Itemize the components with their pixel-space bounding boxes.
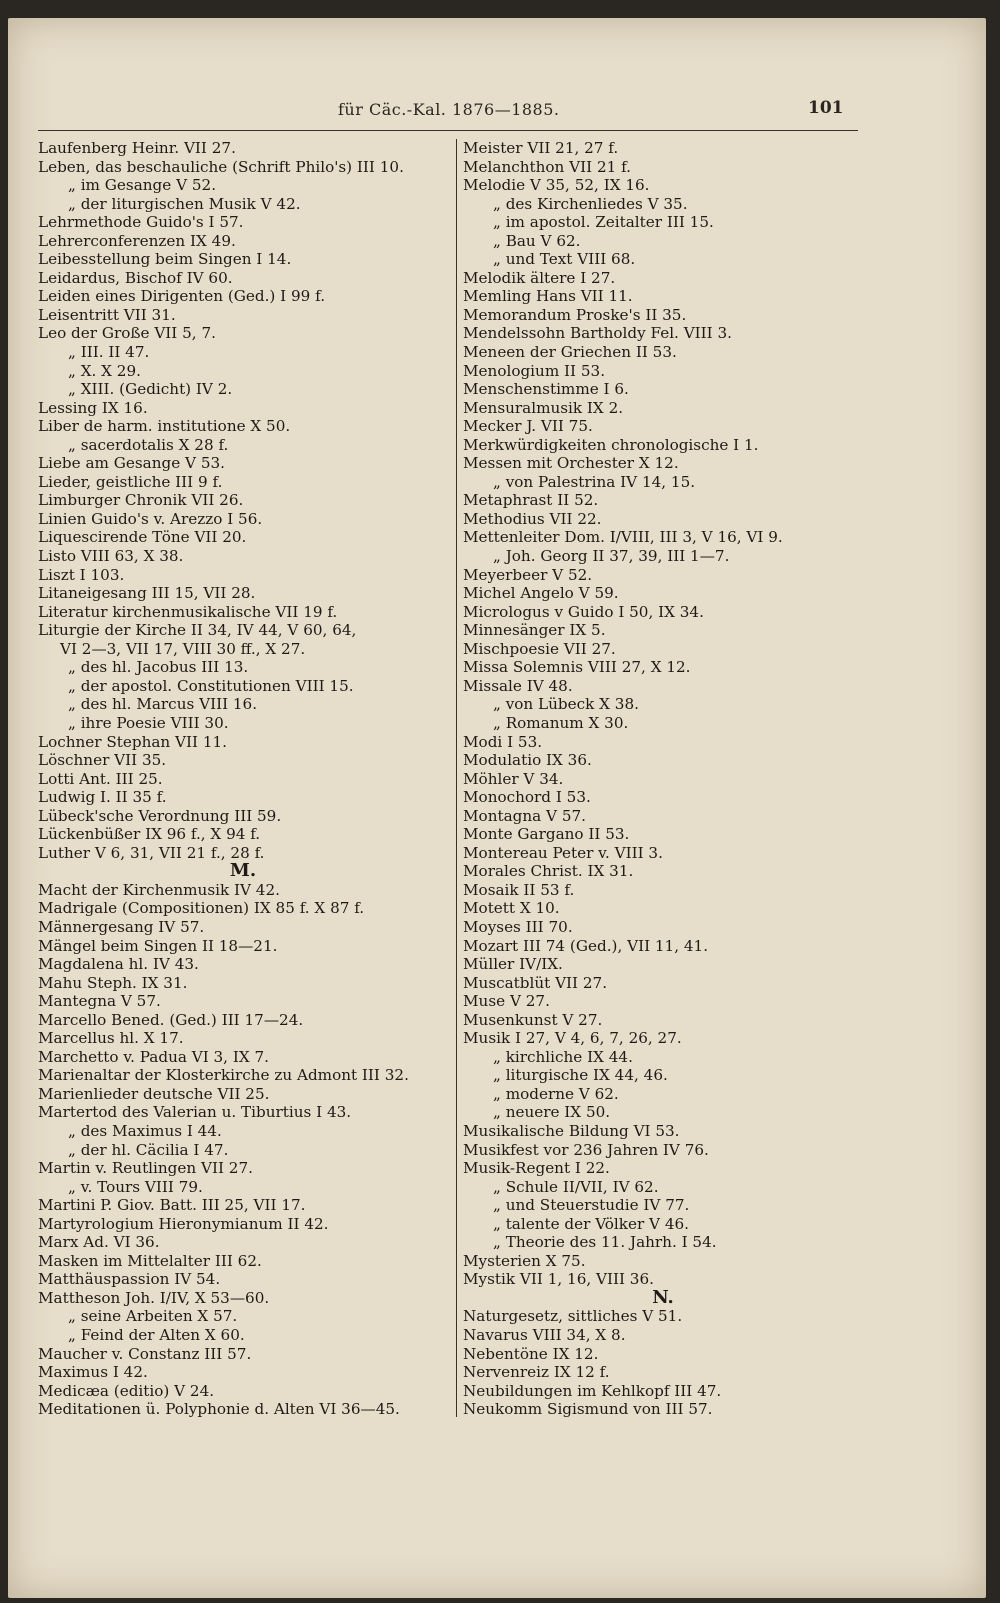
page-header bbox=[8, 96, 986, 126]
index-entry: „ seine Arbeiten X 57. bbox=[68, 1307, 238, 1326]
index-entry: Mosaik II 53 f. bbox=[463, 880, 575, 899]
index-entry: Medicæa (editio) V 24. bbox=[38, 1381, 215, 1400]
index-entry: „ und Text VIII 68. bbox=[493, 250, 636, 269]
index-entry: Messen mit Orchester X 12. bbox=[463, 454, 679, 473]
index-entry: Ludwig I. II 35 f. bbox=[38, 788, 167, 807]
index-entry: Neukomm Sigismund von III 57. bbox=[463, 1400, 713, 1419]
index-entry: Michel Angelo V 59. bbox=[463, 584, 619, 603]
index-entry: Mängel beim Singen II 18—21. bbox=[38, 936, 278, 955]
index-entry: „ Schule II/VII, IV 62. bbox=[493, 1177, 659, 1196]
index-entry: „ der apostol. Constitutionen VIII 15. bbox=[68, 676, 354, 695]
index-entry: Martini P. Giov. Batt. III 25, VII 17. bbox=[38, 1196, 306, 1215]
index-entry: Meister VII 21, 27 f. bbox=[463, 139, 619, 157]
index-entry: „ der liturgischen Musik V 42. bbox=[68, 194, 301, 213]
index-entry: Mattheson Joh. I/IV, X 53—60. bbox=[38, 1288, 270, 1307]
index-entry: Musenkunst V 27. bbox=[463, 1010, 603, 1029]
index-entry: Mahu Steph. IX 31. bbox=[38, 973, 188, 992]
index-entry: Lückenbüßer IX 96 f., X 94 f. bbox=[38, 825, 261, 844]
index-entry: Meyerbeer V 52. bbox=[463, 565, 593, 584]
index-entry: Missa Solemnis VIII 27, X 12. bbox=[463, 658, 691, 677]
index-entry: Meneen der Griechen II 53. bbox=[463, 343, 677, 362]
index-entry: Melanchthon VII 21 f. bbox=[463, 157, 632, 176]
index-entry: „ talente der Völker V 46. bbox=[493, 1214, 689, 1233]
index-entry: Macht der Kirchenmusik IV 42. bbox=[38, 880, 280, 899]
index-entry: Luther V 6, 31, VII 21 f., 28 f. bbox=[38, 843, 265, 862]
index-entry: „ im apostol. Zeitalter III 15. bbox=[493, 213, 714, 232]
index-entry: Marienaltar der Klosterkirche zu Admont III 32. bbox=[38, 1066, 409, 1085]
index-entry: „ Feind der Alten X 60. bbox=[68, 1326, 245, 1344]
index-entry: Memorandum Proske's II 35. bbox=[463, 305, 687, 324]
index-entry: Mysterien X 75. bbox=[463, 1251, 586, 1270]
index-entry: Marchetto v. Padua VI 3, IX 7. bbox=[38, 1047, 269, 1066]
index-entry: Navarus VIII 34, X 8. bbox=[463, 1326, 626, 1344]
page-number: 101 bbox=[808, 98, 844, 118]
index-entry: Lübeck'sche Verordnung III 59. bbox=[38, 806, 282, 825]
index-entry: Literatur kirchenmusikalische VII 19 f. bbox=[38, 602, 338, 621]
index-entry: Lotti Ant. III 25. bbox=[38, 769, 163, 788]
index-entry: „ III. II 47. bbox=[68, 343, 150, 362]
index-entry: Möhler V 34. bbox=[463, 769, 564, 788]
index-entry: Marcello Bened. (Ged.) III 17—24. bbox=[38, 1010, 304, 1029]
index-entry: Martin v. Reutlingen VII 27. bbox=[38, 1159, 253, 1178]
index-entry: Lehrerconferenzen IX 49. bbox=[38, 231, 236, 250]
index-entry: Lessing IX 16. bbox=[38, 398, 148, 417]
section-letter: N. bbox=[652, 1286, 674, 1308]
index-entry: „ der hl. Cäcilia I 47. bbox=[68, 1140, 229, 1159]
index-entry: Lochner Stephan VII 11. bbox=[38, 732, 227, 751]
index-entry: „ von Lübeck X 38. bbox=[493, 695, 639, 714]
index-entry: Marx Ad. VI 36. bbox=[38, 1233, 160, 1252]
index-entry: Maucher v. Constanz III 57. bbox=[38, 1344, 252, 1363]
index-entry: „ Theorie des 11. Jahrh. I 54. bbox=[493, 1233, 717, 1252]
index-entry: Methodius VII 22. bbox=[463, 509, 602, 528]
index-entry: Mystik VII 1, 16, VIII 36. bbox=[463, 1270, 654, 1289]
index-entry: Lieder, geistliche III 9 f. bbox=[38, 472, 223, 491]
index-entry: „ des hl. Jacobus III 13. bbox=[68, 658, 249, 677]
index-entry: Litaneigesang III 15, VII 28. bbox=[38, 584, 256, 603]
index-entry: Mensuralmusik IX 2. bbox=[463, 398, 624, 417]
index-entry: Mischpoesie VII 27. bbox=[463, 639, 616, 658]
book-page bbox=[8, 18, 986, 1598]
index-entry: VI 2—3, VII 17, VIII 30 ff., X 27. bbox=[60, 639, 306, 658]
index-entry: Modulatio IX 36. bbox=[463, 751, 592, 770]
index-entry: Neubildungen im Kehlkopf III 47. bbox=[463, 1381, 722, 1400]
index-entry: Leibesstellung beim Singen I 14. bbox=[38, 250, 292, 269]
index-entry: „ Joh. Georg II 37, 39, III 1—7. bbox=[493, 547, 730, 566]
index-entry: „ X. X 29. bbox=[68, 361, 141, 380]
index-entry: „ v. Tours VIII 79. bbox=[68, 1177, 203, 1196]
index-entry: „ und Steuerstudie IV 77. bbox=[493, 1196, 690, 1215]
index-column-right bbox=[456, 139, 863, 1417]
index-entry: Lehrmethode Guido's I 57. bbox=[38, 213, 244, 232]
index-entry: Liber de harm. institutione X 50. bbox=[38, 417, 291, 436]
index-entry: Nervenreiz IX 12 f. bbox=[463, 1363, 610, 1382]
index-entry: Marcellus hl. X 17. bbox=[38, 1029, 184, 1048]
index-entry: Linien Guido's v. Arezzo I 56. bbox=[38, 509, 263, 528]
index-entry: „ von Palestrina IV 14, 15. bbox=[493, 472, 696, 491]
index-entry: Nebentöne IX 12. bbox=[463, 1344, 599, 1363]
index-entry: Madrigale (Compositionen) IX 85 f. X 87 f. bbox=[38, 899, 365, 918]
index-entry: Mendelssohn Bartholdy Fel. VIII 3. bbox=[463, 324, 732, 343]
index-entry: „ Romanum X 30. bbox=[493, 713, 629, 732]
index-entry: Männergesang IV 57. bbox=[38, 917, 205, 936]
index-entry: Naturgesetz, sittliches V 51. bbox=[463, 1307, 683, 1326]
index-entry: Leiden eines Dirigenten (Ged.) I 99 f. bbox=[38, 287, 326, 306]
index-entry: Metaphrast II 52. bbox=[463, 491, 599, 510]
index-entry: „ XIII. (Gedicht) IV 2. bbox=[68, 380, 233, 399]
index-entry: Monochord I 53. bbox=[463, 788, 591, 807]
index-entry: Leidardus, Bischof IV 60. bbox=[38, 268, 233, 287]
index-entry: Musik I 27, V 4, 6, 7, 26, 27. bbox=[463, 1029, 682, 1048]
index-entry: Müller IV/IX. bbox=[463, 955, 563, 974]
index-column-left bbox=[38, 139, 448, 1419]
index-entry: Liquescirende Töne VII 20. bbox=[38, 528, 247, 547]
index-entry: „ liturgische IX 44, 46. bbox=[493, 1066, 668, 1085]
index-entry: „ sacerdotalis X 28 f. bbox=[68, 435, 229, 454]
header-rule bbox=[38, 130, 858, 131]
index-entry: „ neuere IX 50. bbox=[493, 1103, 611, 1122]
index-entry: Menologium II 53. bbox=[463, 361, 606, 380]
index-entry: Magdalena hl. IV 43. bbox=[38, 955, 199, 974]
index-entry: „ des hl. Marcus VIII 16. bbox=[68, 695, 258, 714]
index-entry: Musikalische Bildung VI 53. bbox=[463, 1121, 680, 1140]
index-entry: Melodik ältere I 27. bbox=[463, 268, 616, 287]
index-entry: „ des Maximus I 44. bbox=[68, 1121, 222, 1140]
index-entry: „ moderne V 62. bbox=[493, 1084, 619, 1103]
index-entry: Motett X 10. bbox=[463, 899, 560, 918]
index-entry: Leisentritt VII 31. bbox=[38, 305, 176, 324]
index-entry: Maximus I 42. bbox=[38, 1363, 148, 1382]
index-entry: „ ihre Poesie VIII 30. bbox=[68, 713, 229, 732]
index-entry: „ Bau V 62. bbox=[493, 231, 581, 250]
index-entry: Minnesänger IX 5. bbox=[463, 621, 606, 640]
section-letter: M. bbox=[229, 860, 257, 882]
index-entry: Monte Gargano II 53. bbox=[463, 825, 630, 844]
index-entry: „ im Gesange V 52. bbox=[68, 176, 217, 195]
index-entry: Mozart III 74 (Ged.), VII 11, 41. bbox=[463, 936, 709, 955]
index-entry: Montereau Peter v. VIII 3. bbox=[463, 843, 663, 862]
index-entry: Memling Hans VII 11. bbox=[463, 287, 633, 306]
index-entry: Melodie V 35, 52, IX 16. bbox=[463, 176, 650, 195]
index-entry: Micrologus v Guido I 50, IX 34. bbox=[463, 602, 704, 621]
index-entry: Morales Christ. IX 31. bbox=[463, 862, 634, 881]
index-entry: Martertod des Valerian u. Tiburtius I 43. bbox=[38, 1103, 352, 1122]
index-entry: Liturgie der Kirche II 34, IV 44, V 60, 64, bbox=[38, 621, 357, 640]
index-entry: Leben, das beschauliche (Schrift Philo's) III 10. bbox=[38, 157, 404, 176]
index-entry: Menschenstimme I 6. bbox=[463, 380, 629, 399]
index-entry: Musik-Regent I 22. bbox=[463, 1159, 610, 1178]
index-entry: Masken im Mittelalter III 62. bbox=[38, 1251, 262, 1270]
index-entry: Liebe am Gesange V 53. bbox=[38, 454, 225, 473]
index-entry: Mettenleiter Dom. I/VIII, III 3, V 16, VI 9. bbox=[463, 528, 783, 547]
index-entry: Limburger Chronik VII 26. bbox=[38, 491, 244, 510]
running-title: für Cäc.-Kal. 1876—1885. bbox=[338, 100, 560, 119]
index-entry: Marienlieder deutsche VII 25. bbox=[38, 1084, 270, 1103]
index-entry: Laufenberg Heinr. VII 27. bbox=[38, 139, 236, 157]
index-entry: Muscatblüt VII 27. bbox=[463, 973, 608, 992]
index-entry: Musikfest vor 236 Jahren IV 76. bbox=[463, 1140, 709, 1159]
index-entry: Matthäuspassion IV 54. bbox=[38, 1270, 221, 1289]
index-entry: Martyrologium Hieronymianum II 42. bbox=[38, 1214, 329, 1233]
index-entry: Merkwürdigkeiten chronologische I 1. bbox=[463, 435, 759, 454]
index-entry: Mantegna V 57. bbox=[38, 992, 161, 1011]
index-entry: Meditationen ü. Polyphonie d. Alten VI 36—45. bbox=[38, 1400, 400, 1419]
index-entry: Mecker J. VII 75. bbox=[463, 417, 593, 436]
index-entry: Montagna V 57. bbox=[463, 806, 586, 825]
index-entry: „ des Kirchenliedes V 35. bbox=[493, 194, 688, 213]
index-entry: Leo der Große VII 5, 7. bbox=[38, 324, 216, 343]
index-entry: „ kirchliche IX 44. bbox=[493, 1047, 633, 1066]
index-entry: Missale IV 48. bbox=[463, 676, 573, 695]
index-entry: Modi I 53. bbox=[463, 732, 543, 751]
index-entry: Löschner VII 35. bbox=[38, 751, 167, 770]
index-entry: Liszt I 103. bbox=[38, 565, 125, 584]
index-entry: Muse V 27. bbox=[463, 992, 550, 1011]
index-entry: Listo VIII 63, X 38. bbox=[38, 547, 184, 566]
index-entry: Moyses III 70. bbox=[463, 917, 573, 936]
